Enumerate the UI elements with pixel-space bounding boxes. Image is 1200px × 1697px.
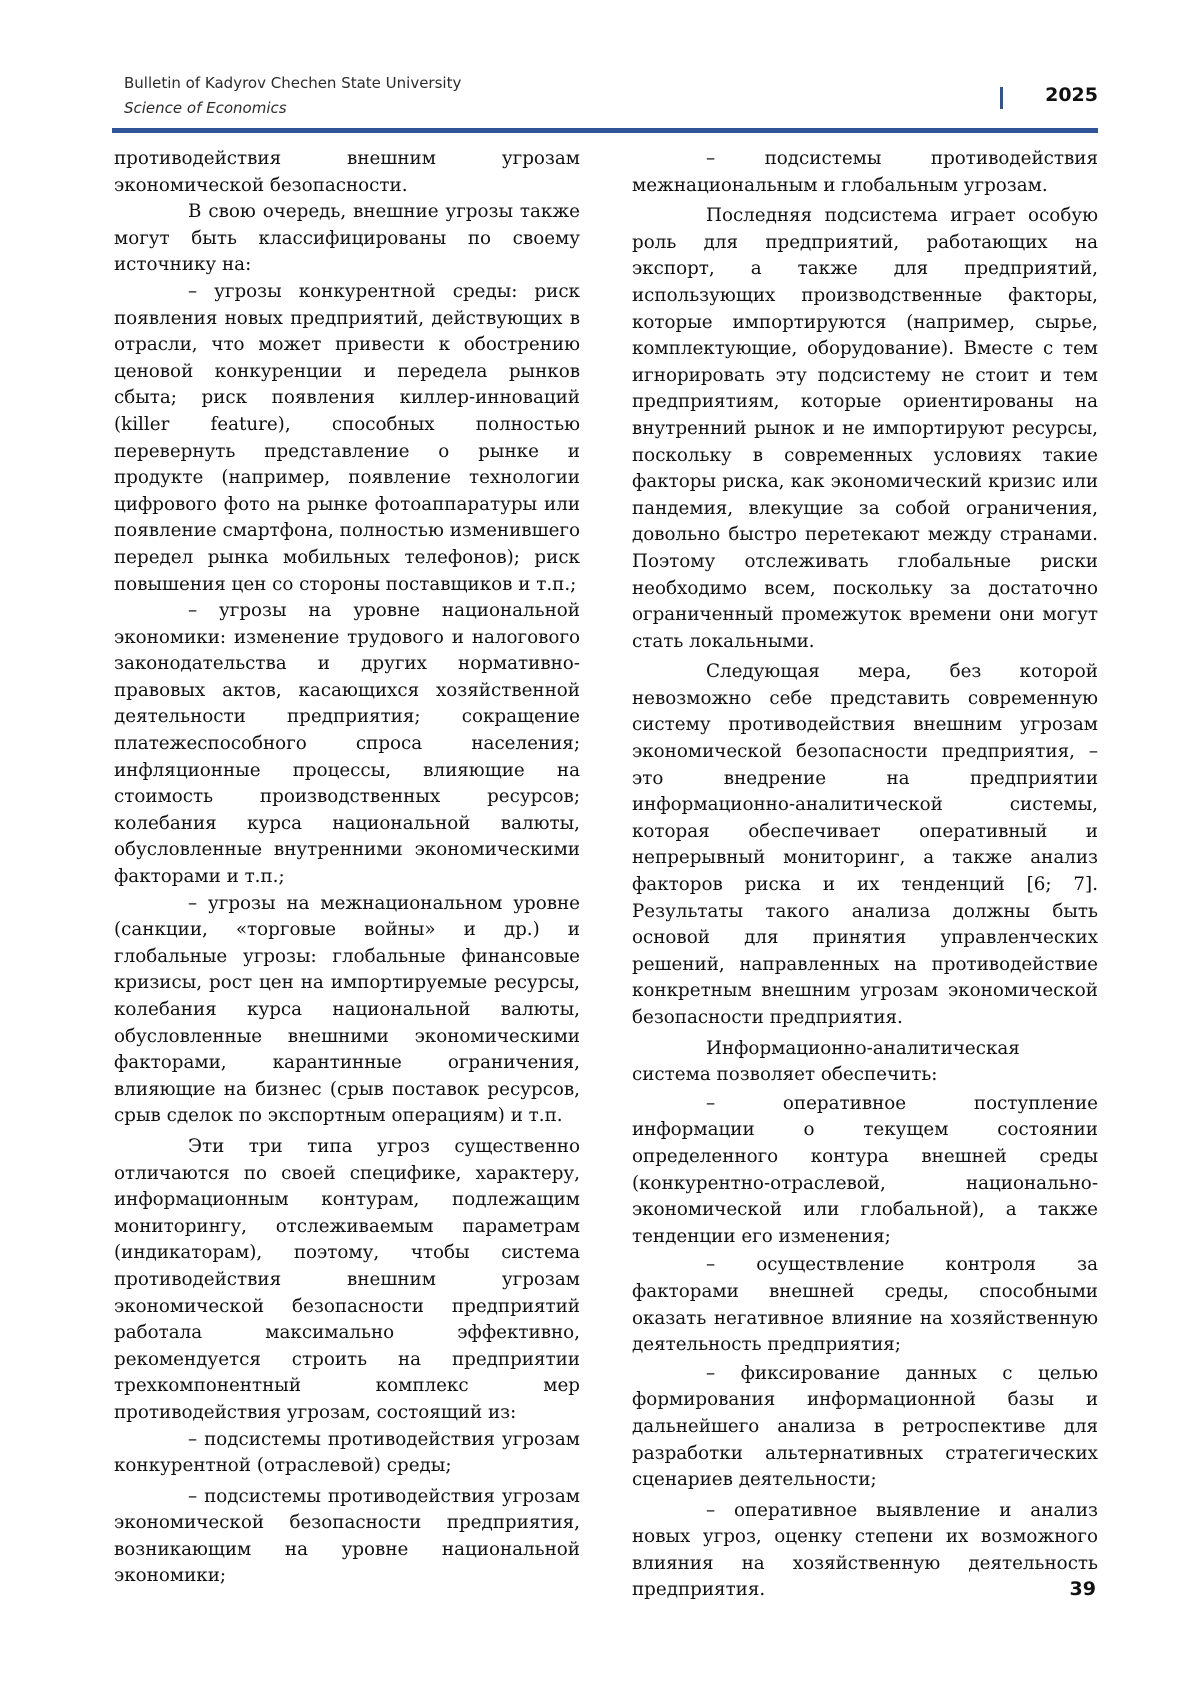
paragraph: Следующая мера, без которой невозможно себе представить современную систему противодействия внешним угрозам экономической безопасности предприятия, – это внедрение на предприятии информационно-аналитической системы, которая обеспечивает оперативный и непрерывный мониторинг, а также анализ факторов риска и их тенденций [6; 7]. Результаты такого анализа должны быть основой для принятия управленческих решений, направленных на противодействие конкретным внешним угрозам экономической безопасности предприятия. bbox=[632, 659, 1098, 1031]
list-item: – подсистемы противодействия угрозам конкурентной (отраслевой) среды; bbox=[114, 1427, 580, 1480]
left-column bbox=[114, 146, 580, 1590]
list-item: – угрозы конкурентной среды: риск появления новых предприятий, действующих в отрасли, что может привести к обострению ценовой конкуренции и передела рынков сбыта; риск появления киллер-инноваций (killer feature), способных полностью перевернуть представление о рынке и продукте (например, появление технологии цифрового фото на рынке фотоаппаратуры или появление смартфона, полностью изменившего передел рынка мобильных телефонов); риск повышения цен со стороны поставщиков и т.п.; bbox=[114, 279, 580, 598]
right-column bbox=[632, 146, 1098, 1604]
paragraph: Последняя подсистема играет особую роль для предприятий, работающих на экспорт, а также для предприятий, использующих производственные факторы, которые импортируются (например, сырье, комплектующие, оборудование). Вместе с тем игнорировать эту подсистему не стоит и тем предприятиям, которые ориентированы на внутренний рынок и не импортируют ресурсы, поскольку в современных условиях такие факторы риска, как экономический кризис или пандемия, влекущие за собой ограничения, довольно быстро перетекают между странами. Поэтому отслеживать глобальные риски необходимо всем, поскольку за достаточно ограниченный промежуток времени они могут стать локальными. bbox=[632, 203, 1098, 655]
list-item: – оперативное выявление и анализ новых угроз, оценку степени их возможного влияния на хозяйственную деятельность предприятия. bbox=[632, 1498, 1098, 1604]
journal-subtitle: Science of Economics bbox=[124, 99, 287, 117]
issue-year: 2025 bbox=[1045, 84, 1098, 106]
list-item: – фиксирование данных с целью формирования информационной базы и дальнейшего анализа в ретроспективе для разработки альтернативных стратегических сценариев деятельности; bbox=[632, 1361, 1098, 1494]
journal-page bbox=[0, 0, 1200, 1697]
paragraph: В свою очередь, внешние угрозы также могут быть классифицированы по своему источнику на: bbox=[114, 199, 580, 279]
list-item: – угрозы на уровне национальной экономики: изменение трудового и налогового законодательства и других нормативно-правовых актов, касающихся хозяйственной деятельности предприятия; сокращение платежеспособного спроса населения; инфляционные процессы, влияющие на стоимость производственных ресурсов; колебания курса национальной валюты, обусловленные внутренними экономическими факторами и т.п.; bbox=[114, 598, 580, 891]
list-item: – подсистемы противодействия угрозам экономической безопасности предприятия, возникающим на уровне национальной экономики; bbox=[114, 1484, 580, 1590]
list-item: – угрозы на межнациональном уровне (санкции, «торговые войны» и др.) и глобальные угрозы: глобальные финансовые кризисы, рост цен на импортируемые ресурсы, колебания курса национальной валюты, обусловленные внешними экономическими факторами, карантинные ограничения, влияющие на бизнес (срыв поставок ресурсов, срыв сделок по экспортным операциям) и т.п. bbox=[114, 891, 580, 1130]
list-item: – оперативное поступление информации о текущем состоянии определенного контура внешней среды (конкурентно-отраслевой, национально-экономической или глобальной), а также тенденции его изменения; bbox=[632, 1091, 1098, 1251]
running-header bbox=[124, 72, 1098, 124]
page-number: 39 bbox=[1070, 1578, 1096, 1600]
journal-title: Bulletin of Kadyrov Chechen State University bbox=[124, 74, 461, 92]
list-item: – подсистемы противодействия межнациональным и глобальным угрозам. bbox=[632, 146, 1098, 199]
paragraph: Информационно-аналитическая система позволяет обеспечить: bbox=[632, 1036, 1098, 1089]
paragraph: Эти три типа угроз существенно отличаются по своей специфике, характеру, информационным контурам, подлежащим мониторингу, отслеживаемым параметрам (индикаторам), поэтому, чтобы система противодействия внешним угрозам экономической безопасности предприятий работала максимально эффективно, рекомендуется строить на предприятии трехкомпонентный комплекс мер противодействия угрозам, состоящий из: bbox=[114, 1134, 580, 1427]
list-item: – осуществление контроля за факторами внешней среды, способными оказать негативное влияние на хозяйственную деятельность предприятия; bbox=[632, 1252, 1098, 1358]
header-rule bbox=[112, 128, 1098, 133]
paragraph: противодействия внешним угрозам экономической безопасности. bbox=[114, 146, 580, 199]
header-separator bbox=[1000, 87, 1003, 109]
